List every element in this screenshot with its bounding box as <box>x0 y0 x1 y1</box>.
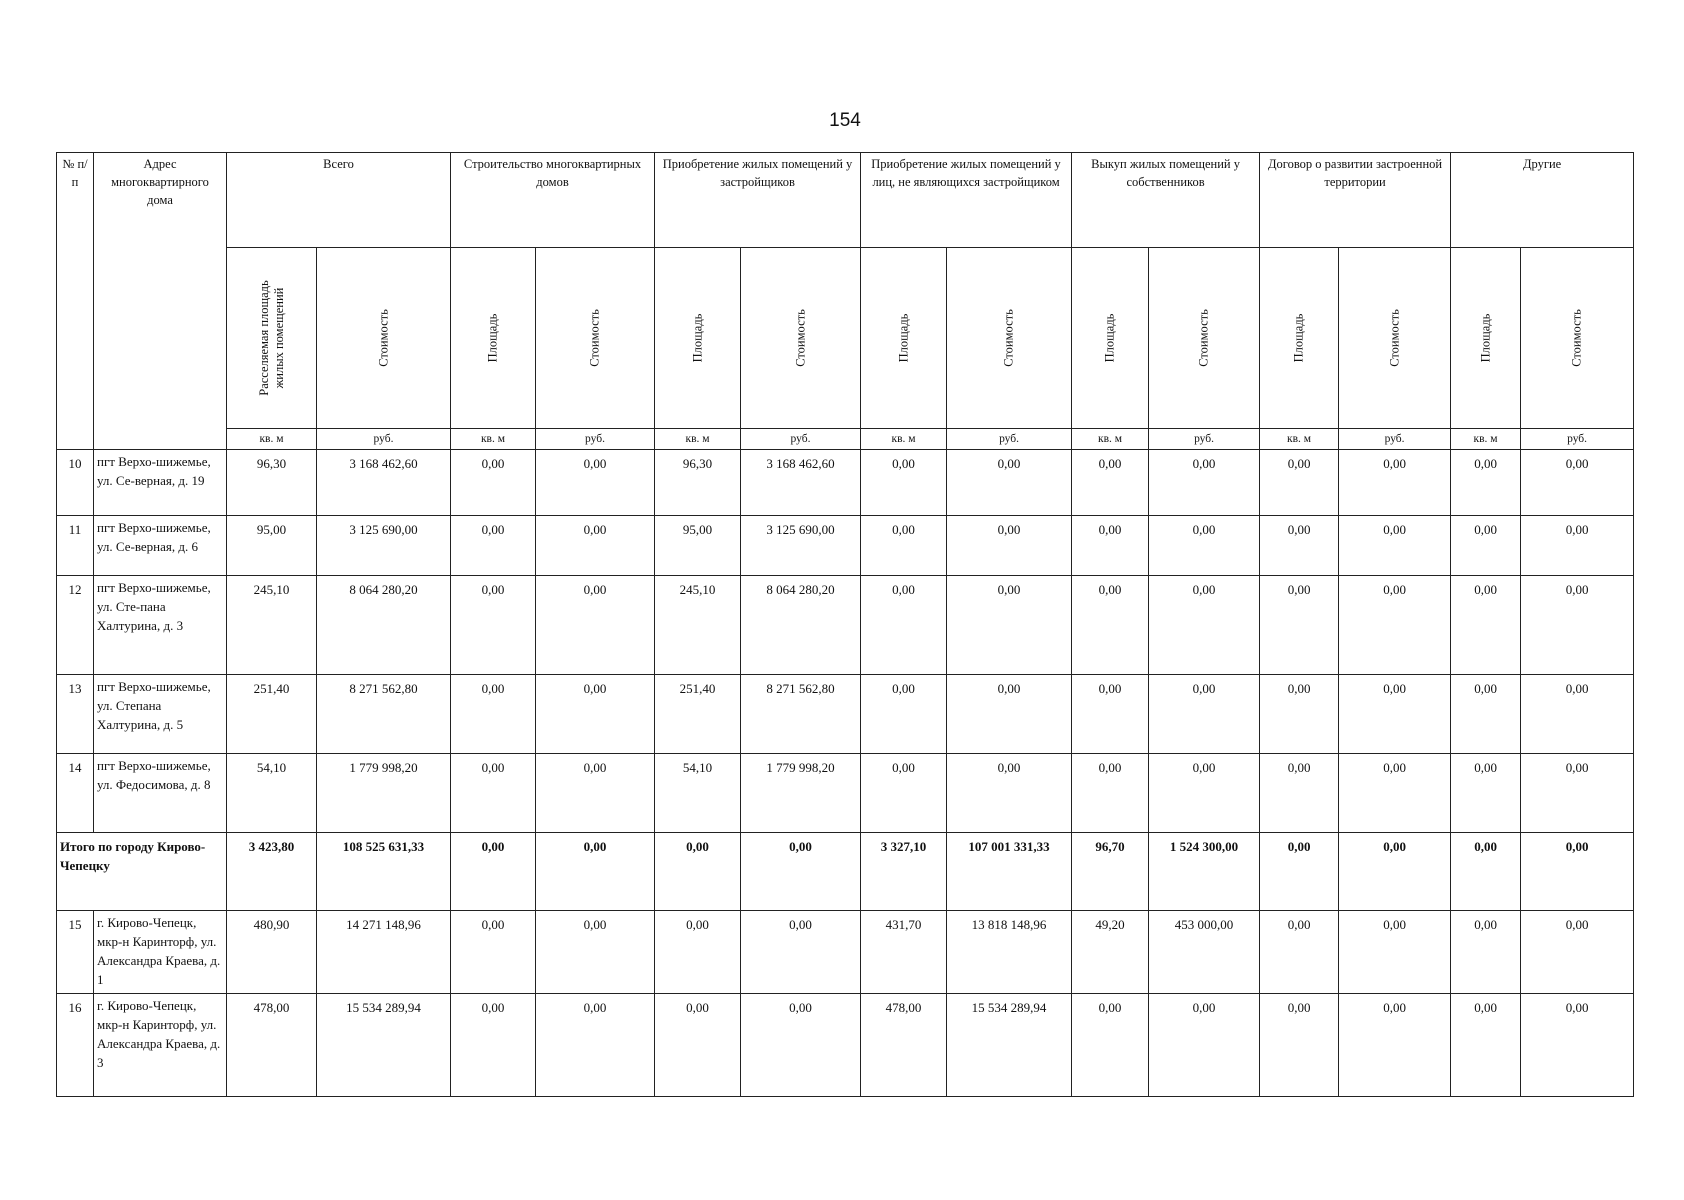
header-group-3: Приобретение жилых помещений у застройщиков <box>655 153 861 248</box>
cell-value: 251,40 <box>227 675 317 754</box>
cell-value: 0,00 <box>1451 675 1521 754</box>
row-address: пгт Верхо-шижемье, ул. Степана Халтурина, д. 5 <box>94 675 227 754</box>
total-value: 0,00 <box>655 832 741 911</box>
unit-area: кв. м <box>655 428 741 449</box>
cell-value: 3 125 690,00 <box>741 515 861 575</box>
cell-value: 0,00 <box>1521 575 1634 675</box>
table-row <box>57 575 1634 675</box>
cell-value: 0,00 <box>1521 994 1634 1097</box>
cell-value: 0,00 <box>451 911 536 994</box>
cell-value: 15 534 289,94 <box>947 994 1072 1097</box>
unit-cost: руб. <box>536 428 655 449</box>
subheader-area-2 <box>451 248 536 428</box>
total-label: Итого по городу Кирово-Чепецку <box>57 832 227 911</box>
cell-value: 0,00 <box>655 911 741 994</box>
subheader-area-7 <box>1451 248 1521 428</box>
unit-cost: руб. <box>1339 428 1451 449</box>
total-value: 0,00 <box>536 832 655 911</box>
header-address: Адрес многоквартирного дома <box>94 153 227 450</box>
cell-value: 0,00 <box>1521 911 1634 994</box>
cell-value: 0,00 <box>947 575 1072 675</box>
subheader-text: Площадь <box>1478 313 1493 363</box>
cell-value: 0,00 <box>536 911 655 994</box>
header-group-1: Всего <box>227 153 451 248</box>
row-address: пгт Верхо-шижемье, ул. Се-верная, д. 6 <box>94 515 227 575</box>
subheader-text: Стоимость <box>376 309 390 367</box>
cell-value: 0,00 <box>536 753 655 832</box>
cell-value: 3 168 462,60 <box>741 449 861 515</box>
cell-value: 480,90 <box>227 911 317 994</box>
header-no: № п/п <box>57 153 94 450</box>
cell-value: 0,00 <box>451 575 536 675</box>
cell-value: 0,00 <box>1149 994 1260 1097</box>
subheader-text: Стоимость <box>1001 309 1016 367</box>
cell-value: 251,40 <box>655 675 741 754</box>
cell-value: 0,00 <box>1149 575 1260 675</box>
cell-value: 0,00 <box>861 575 947 675</box>
subheader-cost-4 <box>947 248 1072 428</box>
subheader-cost-1 <box>317 248 451 428</box>
cell-value: 0,00 <box>451 515 536 575</box>
cell-value: 0,00 <box>536 994 655 1097</box>
header-group-7: Другие <box>1451 153 1634 248</box>
table-row <box>57 753 1634 832</box>
resettlement-table <box>56 152 1634 1097</box>
cell-value: 0,00 <box>1339 515 1451 575</box>
total-value: 108 525 631,33 <box>317 832 451 911</box>
subheader-area-5 <box>1072 248 1149 428</box>
cell-value: 0,00 <box>536 515 655 575</box>
cell-value: 0,00 <box>1260 449 1339 515</box>
cell-value: 0,00 <box>1339 675 1451 754</box>
subheader-text: Расселяемая площадь жилых помещений <box>256 280 286 396</box>
unit-cost: руб. <box>317 428 451 449</box>
subheader-cost-7 <box>1521 248 1634 428</box>
cell-value: 0,00 <box>1451 449 1521 515</box>
cell-value: 0,00 <box>536 449 655 515</box>
total-row <box>57 832 1634 911</box>
cell-value: 49,20 <box>1072 911 1149 994</box>
cell-value: 0,00 <box>1260 515 1339 575</box>
cell-value: 96,30 <box>655 449 741 515</box>
cell-value: 0,00 <box>451 675 536 754</box>
cell-value: 0,00 <box>1451 994 1521 1097</box>
subheader-text: Стоимость <box>1569 309 1584 367</box>
header-group-4: Приобретение жилых помещений у лиц, не являющихся застройщиком <box>861 153 1072 248</box>
cell-value: 8 064 280,20 <box>741 575 861 675</box>
cell-value: 95,00 <box>655 515 741 575</box>
page-number: 154 <box>829 110 861 131</box>
cell-value: 8 064 280,20 <box>317 575 451 675</box>
subheader-cost-5 <box>1149 248 1260 428</box>
table-row <box>57 515 1634 575</box>
subheader-cost-2 <box>536 248 655 428</box>
row-number: 16 <box>57 994 94 1097</box>
table-row <box>57 675 1634 754</box>
cell-value: 0,00 <box>451 994 536 1097</box>
cell-value: 0,00 <box>1072 675 1149 754</box>
cell-value: 0,00 <box>1072 575 1149 675</box>
cell-value: 1 779 998,20 <box>317 753 451 832</box>
cell-value: 95,00 <box>227 515 317 575</box>
total-value: 3 423,80 <box>227 832 317 911</box>
cell-value: 54,10 <box>227 753 317 832</box>
cell-value: 0,00 <box>947 515 1072 575</box>
cell-value: 0,00 <box>1521 449 1634 515</box>
cell-value: 0,00 <box>1072 994 1149 1097</box>
subheader-text: Площадь <box>896 313 911 363</box>
total-value: 96,70 <box>1072 832 1149 911</box>
cell-value: 0,00 <box>1339 449 1451 515</box>
total-value: 0,00 <box>1339 832 1451 911</box>
unit-area: кв. м <box>1451 428 1521 449</box>
cell-value: 0,00 <box>1072 449 1149 515</box>
unit-cost: руб. <box>741 428 861 449</box>
cell-value: 0,00 <box>1149 675 1260 754</box>
cell-value: 0,00 <box>741 911 861 994</box>
total-value: 1 524 300,00 <box>1149 832 1260 911</box>
cell-value: 0,00 <box>1451 911 1521 994</box>
row-address: г. Кирово-Чепецк, мкр-н Каринторф, ул. Александра Краева, д. 3 <box>94 994 227 1097</box>
cell-value: 245,10 <box>227 575 317 675</box>
table-row <box>57 994 1634 1097</box>
cell-value: 0,00 <box>947 675 1072 754</box>
cell-value: 0,00 <box>1260 994 1339 1097</box>
row-number: 12 <box>57 575 94 675</box>
total-value: 0,00 <box>741 832 861 911</box>
table-row <box>57 449 1634 515</box>
row-number: 13 <box>57 675 94 754</box>
unit-cost: руб. <box>947 428 1072 449</box>
cell-value: 478,00 <box>861 994 947 1097</box>
cell-value: 0,00 <box>1149 515 1260 575</box>
cell-value: 54,10 <box>655 753 741 832</box>
cell-value: 0,00 <box>536 675 655 754</box>
unit-area: кв. м <box>451 428 536 449</box>
cell-value: 478,00 <box>227 994 317 1097</box>
row-number: 10 <box>57 449 94 515</box>
cell-value: 0,00 <box>1521 515 1634 575</box>
header-group-5: Выкуп жилых помещений у собственников <box>1072 153 1260 248</box>
cell-value: 1 779 998,20 <box>741 753 861 832</box>
subheader-cost-3 <box>741 248 861 428</box>
total-value: 0,00 <box>451 832 536 911</box>
cell-value: 0,00 <box>861 753 947 832</box>
row-address: пгт Верхо-шижемье, ул. Сте-пана Халтурина, д. 3 <box>94 575 227 675</box>
cell-value: 0,00 <box>947 753 1072 832</box>
subheader-text: Площадь <box>485 313 500 363</box>
cell-value: 0,00 <box>947 449 1072 515</box>
cell-value: 0,00 <box>1521 675 1634 754</box>
row-number: 11 <box>57 515 94 575</box>
cell-value: 0,00 <box>1339 994 1451 1097</box>
unit-area: кв. м <box>1072 428 1149 449</box>
cell-value: 96,30 <box>227 449 317 515</box>
unit-area: кв. м <box>861 428 947 449</box>
cell-value: 0,00 <box>451 753 536 832</box>
unit-cost: руб. <box>1149 428 1260 449</box>
total-value: 0,00 <box>1260 832 1339 911</box>
subheader-text: Площадь <box>1291 313 1306 363</box>
cell-value: 0,00 <box>1260 911 1339 994</box>
cell-value: 0,00 <box>655 994 741 1097</box>
cell-value: 0,00 <box>1260 753 1339 832</box>
unit-area: кв. м <box>227 428 317 449</box>
cell-value: 0,00 <box>861 675 947 754</box>
cell-value: 3 168 462,60 <box>317 449 451 515</box>
header-group-6: Договор о развитии застроенной территории <box>1260 153 1451 248</box>
cell-value: 0,00 <box>1260 675 1339 754</box>
subheader-text: Стоимость <box>587 309 602 367</box>
cell-value: 0,00 <box>1451 753 1521 832</box>
cell-value: 13 818 148,96 <box>947 911 1072 994</box>
subheader-area-4 <box>861 248 947 428</box>
cell-value: 14 271 148,96 <box>317 911 451 994</box>
cell-value: 0,00 <box>1451 575 1521 675</box>
cell-value: 0,00 <box>861 515 947 575</box>
unit-cost: руб. <box>1521 428 1634 449</box>
subheader-text: Стоимость <box>1387 309 1402 367</box>
cell-value: 0,00 <box>1339 575 1451 675</box>
unit-area: кв. м <box>1260 428 1339 449</box>
subheader-text: Площадь <box>1102 313 1117 363</box>
cell-value: 15 534 289,94 <box>317 994 451 1097</box>
cell-value: 0,00 <box>861 449 947 515</box>
cell-value: 0,00 <box>536 575 655 675</box>
subheader-area-3 <box>655 248 741 428</box>
subheader-text: Стоимость <box>1196 309 1211 367</box>
subheader-cost-6 <box>1339 248 1451 428</box>
cell-value: 0,00 <box>1339 753 1451 832</box>
cell-value: 0,00 <box>1072 753 1149 832</box>
total-value: 0,00 <box>1451 832 1521 911</box>
header-group-2: Строительство многоквартирных домов <box>451 153 655 248</box>
cell-value: 0,00 <box>1149 449 1260 515</box>
cell-value: 8 271 562,80 <box>741 675 861 754</box>
cell-value: 0,00 <box>1149 753 1260 832</box>
row-number: 14 <box>57 753 94 832</box>
cell-value: 431,70 <box>861 911 947 994</box>
cell-value: 8 271 562,80 <box>317 675 451 754</box>
cell-value: 0,00 <box>741 994 861 1097</box>
row-address: г. Кирово-Чепецк, мкр-н Каринторф, ул. Александра Краева, д. 1 <box>94 911 227 994</box>
subheader-text: Площадь <box>690 313 705 363</box>
cell-value: 0,00 <box>1521 753 1634 832</box>
row-number: 15 <box>57 911 94 994</box>
total-value: 0,00 <box>1521 832 1634 911</box>
row-address: пгт Верхо-шижемье, ул. Федосимова, д. 8 <box>94 753 227 832</box>
cell-value: 0,00 <box>451 449 536 515</box>
cell-value: 0,00 <box>1339 911 1451 994</box>
cell-value: 0,00 <box>1451 515 1521 575</box>
cell-value: 0,00 <box>1072 515 1149 575</box>
subheader-area-1 <box>227 248 317 428</box>
row-address: пгт Верхо-шижемье, ул. Се-верная, д. 19 <box>94 449 227 515</box>
cell-value: 0,00 <box>1260 575 1339 675</box>
total-value: 3 327,10 <box>861 832 947 911</box>
cell-value: 245,10 <box>655 575 741 675</box>
subheader-text: Стоимость <box>793 309 808 367</box>
cell-value: 453 000,00 <box>1149 911 1260 994</box>
total-value: 107 001 331,33 <box>947 832 1072 911</box>
subheader-area-6 <box>1260 248 1339 428</box>
cell-value: 3 125 690,00 <box>317 515 451 575</box>
table-row <box>57 911 1634 994</box>
